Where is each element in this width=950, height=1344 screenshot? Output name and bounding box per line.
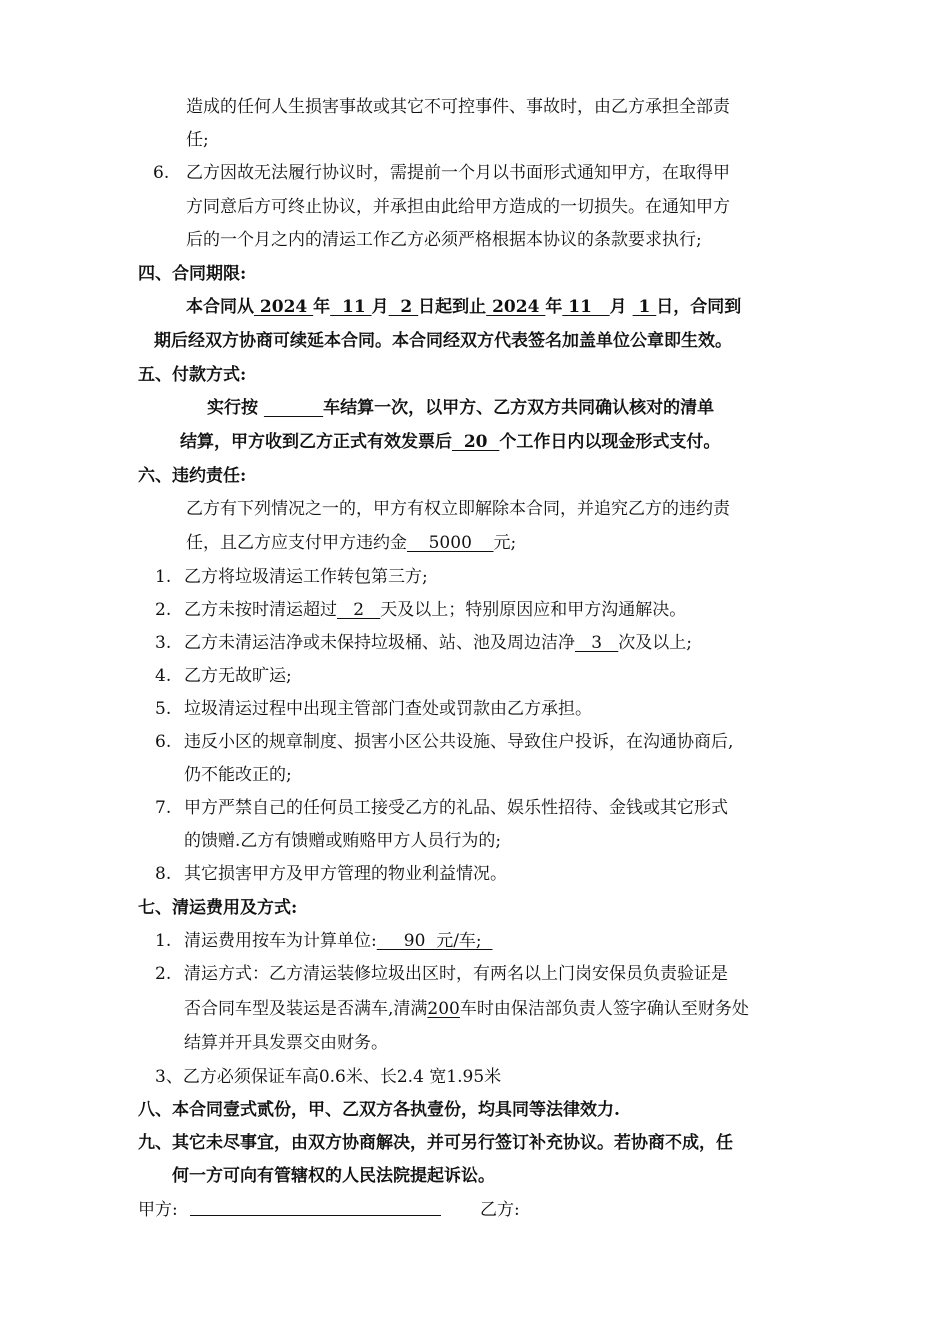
clause7-heading: 七、清运费用及方式: [138,898,298,918]
clause6-item7-number: 7. [155,798,172,818]
clause4-heading: 四、合同期限: [138,264,247,284]
clause7-item2-number: 2. [155,964,172,984]
clause4-text-5: 年 [545,297,563,317]
clause9-line-b: 何一方可向有管辖权的人民法院提起诉讼。 [172,1166,495,1186]
clause6-item6-text-a: 违反小区的规章制度、损害小区公共设施、导致住户投诉，在沟通协商后, [184,732,734,752]
penalty-amount: 5000 [407,533,494,553]
clause6-item8-number: 8. [155,864,172,884]
clause6-item6-number: 6. [155,732,172,752]
clause7-item2-text-b: 否合同车型及装运是否满车,清满 [184,999,428,1019]
clause6-item3-text-a: 乙方未清运洁净或未保持垃圾桶、站、池及周边洁净 [184,633,575,653]
clause7-item2-line-d: 结算并开具发票交由财务。 [184,1033,388,1053]
overdue-days: 2 [337,600,381,620]
clause9-line-a: 九、其它未尽事宜，由双方协商解决，并可另行签订补充协议。若协商不成，任 [138,1133,733,1153]
clause6-intro-b [186,532,516,554]
clause5-line-b [180,431,720,453]
clause6-item6-text-b: 仍不能改正的; [184,765,292,785]
uncleaned-times: 3 [575,633,619,653]
clause4-text-2: 年 [313,297,331,317]
clause7-item2-line-b [184,998,749,1020]
clause4-text-1: 本合同从 [186,297,254,317]
clause6-item7-text-a: 甲方严禁自己的任何员工接受乙方的礼品、娱乐性招待、金钱或其它形式 [184,798,728,818]
clause4-term-line [186,296,741,318]
clause3-item6-line-a: 乙方因故无法履行协议时，需提前一个月以书面形式通知甲方，在取得甲 [186,163,730,183]
clause7-item2-line-a: 清运方式：乙方清运装修垃圾出区时，有两名以上门岗安保员负责验证是 [184,964,728,984]
clause3-item6-number: 6. [153,163,170,183]
clause5-heading: 五、付款方式: [138,365,247,385]
clause3-line-a: 造成的任何人生损害事故或其它不可控事件、事故时，由乙方承担全部责 [186,97,730,117]
clause6-item2-text-a: 乙方未按时清运超过 [184,600,337,620]
clause6-item2-text [184,599,686,621]
end-day: 1 [632,297,657,317]
clause7-item3: 3、乙方必须保证车高0.6米、长2.4 宽1.95米 [155,1067,502,1087]
clause6-intro-unit: 元; [493,533,517,553]
clause5-text-2: 车结算一次，以甲方、乙方双方共同确认核对的清单 [323,398,715,418]
clause6-item2-number: 2. [155,600,172,620]
clause7-item1-text: 清运费用按车为计算单位: [184,931,377,951]
truck-count: 200 [427,999,460,1019]
clause6-item1-text: 乙方将垃圾清运工作转包第三方; [184,567,428,587]
clause6-intro-a: 乙方有下列情况之一的，甲方有权立即解除本合同，并追究乙方的违约责 [186,499,730,519]
party-b-label: 乙方: [480,1200,520,1220]
clause6-item3-text [184,632,692,654]
end-year: 2024 [486,297,546,317]
clause6-item8-text: 其它损害甲方及甲方管理的物业利益情况。 [184,864,507,884]
start-month: 11 [330,297,372,317]
party-a-signature-line[interactable] [190,1215,441,1216]
clause3-line-b: 任; [186,130,209,150]
clause6-item4-text: 乙方无故旷运; [184,666,292,686]
clause5-line-a [207,397,714,419]
clause6-item5-text: 垃圾清运过程中出现主管部门查处或罚款由乙方承担。 [184,699,592,719]
clause7-item1-number: 1. [155,931,172,951]
clause4-line-b: 期后经双方协商可续延本合同。本合同经双方代表签名加盖单位公章即生效。 [154,331,732,351]
clause7-item1 [184,930,492,952]
clause3-item6-line-b: 方同意后方可终止协议，并承担由此给甲方造成的一切损失。在通知甲方 [186,197,730,217]
clause6-intro-text: 任，且乙方应支付甲方违约金 [186,533,407,553]
start-year: 2024 [254,297,314,317]
payment-days: 20 [452,432,500,452]
clause6-item3-number: 3. [155,633,172,653]
clause7-item2-text-c: 车时由保洁部负责人签字确认至财务处 [459,999,749,1019]
clause4-text-3: 月 [371,297,389,317]
end-month: 11 [562,297,610,317]
party-a-label: 甲方: [138,1200,178,1220]
clause6-item2-text-b: 天及以上；特别原因应和甲方沟通解决。 [380,600,687,620]
clause5-text-3: 结算，甲方收到乙方正式有效发票后 [180,432,452,452]
start-day: 2 [388,297,419,317]
clause6-item3-text-b: 次及以上; [618,633,692,653]
clause4-text-4: 日起到止 [418,297,487,317]
clause3-item6-line-c: 后的一个月之内的清运工作乙方必须严格根据本协议的条款要求执行; [186,230,702,250]
clause8-text: 八、本合同壹式贰份，甲、乙双方各执壹份，均具同等法律效力. [138,1100,620,1120]
clause4-text-6: 月 [609,297,633,317]
fee-per-truck: 90 元/车; [376,931,493,951]
clause6-item5-number: 5. [155,699,172,719]
settlement-cycle-blank [264,398,323,418]
clause5-text-1: 实行按 [207,398,264,418]
clause6-item1-number: 1. [155,567,172,587]
clause4-text-7: 日，合同到 [656,297,742,317]
clause6-heading: 六、违约责任: [138,466,247,486]
clause5-text-4: 个工作日内以现金形式支付。 [499,432,721,452]
clause6-item7-text-b: 的馈赠.乙方有馈赠或贿赂甲方人员行为的; [184,831,502,851]
clause6-item4-number: 4. [155,666,172,686]
